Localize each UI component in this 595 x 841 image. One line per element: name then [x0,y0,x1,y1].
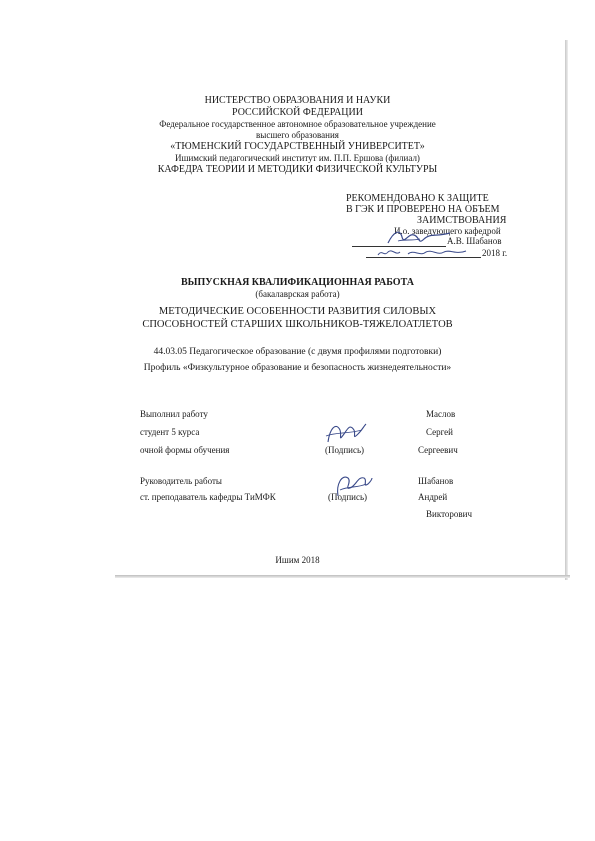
head-name: А.В. Шабанов [447,236,502,246]
city-year: Ишим 2018 [275,555,320,565]
topic-line-2: СПОСОБНОСТЕЙ СТАРШИХ ШКОЛЬНИКОВ-ТЯЖЕЛОАТЛЕТОВ [142,319,453,330]
handwritten-date [374,246,474,260]
approval-line-3: ЗАИМСТВОВАНИЯ [417,215,507,226]
author-course: студент 5 курса [140,427,200,437]
ministry-line: НИСТЕРСТВО ОБРАЗОВАНИЯ И НАУКИ [204,95,391,106]
approval-line-1: РЕКОМЕНДОВАНО К ЗАЩИТЕ [346,193,489,204]
specialty-code: 44.03.05 Педагогическое образование (с двумя профилями подготовки) [153,347,442,357]
author-label: Выполнил работу [140,409,208,419]
supervisor-surname: Шабанов [418,476,454,486]
supervisor-signature [330,470,374,502]
work-type-title: ВЫПУСКНАЯ КВАЛИФИКАЦИОННАЯ РАБОТА [181,277,414,288]
supervisor-label: Руководитель работы [140,476,222,486]
institute-name: Ишимский педагогический институт им. П.П. Ершова (филиал) [175,153,420,163]
author-patronymic: Сергеевич [418,445,458,455]
author-signature-caption: (Подпись) [325,445,365,455]
work-subtype: (бакалаврская работа) [255,289,340,299]
study-profile: Профиль «Физкультурное образование и безопасность жизнедеятельности» [143,363,452,373]
author-study-form: очной формы обучения [140,445,230,455]
author-first-name: Сергей [426,427,453,437]
supervisor-position: ст. преподаватель кафедры ТиМФК [140,492,276,502]
supervisor-signature-caption: (Подпись) [328,492,368,502]
topic-line-1: МЕТОДИЧЕСКИЕ ОСОБЕННОСТИ РАЗВИТИЯ СИЛОВЫХ [158,306,437,317]
page-edge-shadow-bottom [115,575,570,578]
approval-year: 2018 г. [482,248,508,258]
federation-line: РОССИЙСКОЙ ФЕДЕРАЦИИ [232,107,363,118]
department-name: КАФЕДРА ТЕОРИИ И МЕТОДИКИ ФИЗИЧЕСКОЙ КУЛЬТУРЫ [157,164,438,175]
institution-type-line: Федеральное государственное автономное образовательное учреждение [159,119,436,129]
education-level-line: высшего образования [256,130,339,140]
supervisor-first-name: Андрей [418,492,448,502]
approval-line-2: В ГЭК И ПРОВЕРЕНО НА ОБЪЕМ [346,204,500,215]
university-name: «ТЮМЕНСКИЙ ГОСУДАРСТВЕННЫЙ УНИВЕРСИТЕТ» [170,141,425,152]
author-surname: Маслов [426,409,456,419]
supervisor-patronymic: Викторович [426,509,472,519]
acting-head-label: И.о. заведующего кафедрой [394,226,501,236]
author-signature [322,418,368,448]
